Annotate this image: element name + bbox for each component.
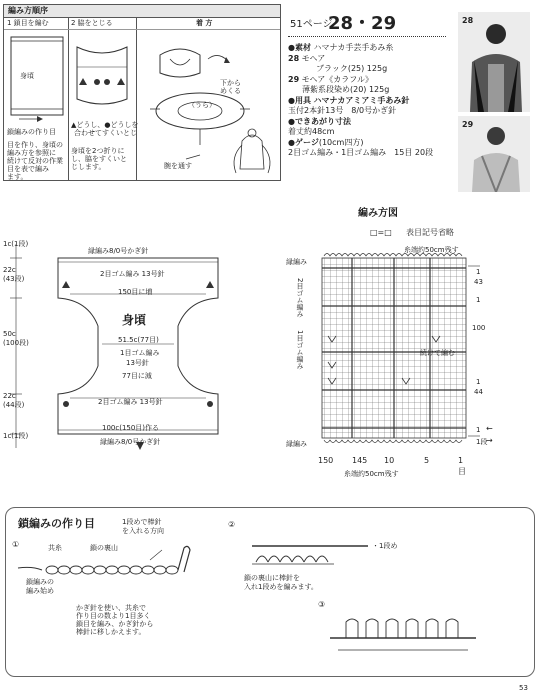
chart-arrow-left: ←: [486, 424, 493, 433]
chart-row-100: 100: [472, 324, 486, 332]
chart-col-145: 145: [352, 456, 368, 465]
step1-diagram: [9, 35, 65, 127]
chain-step1-note2: を入れる方向: [122, 527, 164, 535]
gauge-value: 2目ゴム編み・1目ゴム編み 15目 20段: [288, 148, 434, 157]
chain-step2-row: ・1段め: [372, 542, 398, 550]
materials-block: [288, 43, 433, 158]
dim-100: (100段): [3, 339, 29, 347]
pattern-mid-rib: 1目ゴム編み: [120, 349, 160, 357]
step3-ura: （うら）: [188, 101, 216, 109]
dim-bot-1: 1c(1段): [3, 432, 29, 440]
chart-rib1-label: 1目ゴム編み: [296, 330, 304, 370]
m28-line1: モヘア: [301, 54, 326, 63]
header-rule: [288, 36, 446, 37]
chart-row-44: 44: [474, 388, 483, 396]
chain-desc: かぎ針を使い、共糸で: [76, 604, 146, 612]
chain-desc: 鎖目を編み、かぎ針から: [76, 620, 154, 628]
chain-step1-drawing: [12, 542, 202, 582]
tools-label: ●用具: [288, 96, 311, 105]
chart-row-1c: 1: [476, 378, 481, 386]
step1-note: 編み方を参照に: [7, 149, 56, 157]
chart-col-me: 目: [458, 467, 466, 476]
step3-note1: 下から: [220, 79, 241, 87]
dim-22b: 22c: [3, 392, 16, 400]
page-reference: 51ページ: [290, 19, 333, 30]
chain-caston-box: [5, 507, 535, 677]
chart-col-1: 1: [458, 456, 464, 465]
dim-top-1: 1c(1段): [3, 240, 29, 248]
pattern-cast: 150目に増: [118, 288, 153, 296]
chain-step2-num: ②: [228, 520, 236, 529]
instruction-box: [3, 4, 281, 181]
chart-rib2-label: 2目ゴム編み: [296, 278, 304, 318]
step2-marks2: 合わせてすくいとじ: [74, 129, 137, 137]
pattern-bottom-stitch: 縁編み8/0号かぎ針: [100, 438, 161, 446]
tools-line2: 玉付2本針13号 8/0号かぎ針: [288, 106, 397, 115]
chain-step2-desc1: 鎖の裏山に棒針を: [244, 574, 300, 582]
step3-note2: めくる: [220, 87, 241, 95]
chain-desc: 作り目の数より1目多く: [76, 612, 151, 620]
step1-note: 続けて反対の作業: [7, 157, 63, 165]
m28-number: 28: [288, 54, 300, 63]
step3-arm: 腕を通す: [164, 162, 192, 170]
m28-line2: ブラック(25) 125g: [316, 64, 388, 73]
dim-44: (44段): [3, 401, 25, 409]
pattern-top-stitch: 縁編み8/0号かぎ針: [88, 247, 149, 255]
step1-note: ます。: [7, 173, 28, 181]
step2-note: じします。: [71, 163, 106, 171]
chart-row-1dan: 1段: [476, 438, 488, 446]
chart-col-5: 5: [424, 456, 430, 465]
chart-bottom-edge: 縁編み: [286, 440, 307, 448]
step2-label: 2 脇をとじる: [71, 19, 113, 27]
materials-value: ハマナカ手芸手あみ糸: [313, 43, 394, 52]
tools-value: ハマナカアミアミ手あみ針: [313, 96, 410, 105]
chart-top-note: 糸端約50cm残す: [404, 246, 459, 254]
m29-line2: 薄紫系段染め(20) 125g: [302, 85, 390, 94]
step1-header: [4, 17, 68, 30]
gauge-label: ●ゲージ: [288, 138, 319, 147]
m29-number: 29: [288, 75, 300, 84]
pattern-bottom-rib: 2目ゴム編み 13号針: [98, 398, 163, 406]
chain-step3-num: ③: [318, 600, 326, 609]
photo-28-label: 28: [462, 16, 474, 25]
chart-bottom-note: 糸端約50cm残す: [344, 470, 399, 478]
chart-row-1b: 1: [476, 296, 481, 304]
chain-start2: 編み始め: [26, 587, 54, 595]
chart-row-43: 43: [474, 278, 483, 286]
step1-note: 目を表で編み: [7, 165, 49, 173]
chart-row-1d: 1: [476, 426, 481, 434]
dim-22a: 22c: [3, 266, 16, 274]
step2-diagram: [71, 37, 133, 117]
step2-column: [68, 17, 137, 180]
pattern-bottom-cast: 100c(150目)作る: [102, 424, 160, 432]
chart-col-10: 10: [384, 456, 395, 465]
instruction-title: 編み方順序: [8, 6, 48, 15]
photo-29: [458, 116, 530, 192]
chart-legend-text: 表目記号省略: [406, 228, 454, 237]
chain-step2-desc2: 入れ1段めを編みます。: [244, 583, 318, 591]
step2-header: [68, 17, 136, 30]
chart-col-150: 150: [318, 456, 334, 465]
pattern-body: 身頃: [122, 313, 147, 327]
m29-line1: モヘア《カラフル》: [301, 75, 373, 84]
materials-label: ●素材: [288, 43, 311, 52]
chain-kusari-ura: 鎖の裏山: [90, 544, 118, 552]
chain-step1-note1: 1段めで棒針: [122, 518, 162, 526]
chain-start1: 鎖編みの: [26, 578, 54, 586]
pattern-decrease: 77目に減: [122, 372, 152, 380]
step2-note: し、脇をすくいと: [71, 155, 127, 163]
chain-title: 鎖編みの作り目: [18, 517, 95, 530]
pattern-numbers: 28・29: [328, 13, 397, 34]
dim-50: 50c: [3, 330, 16, 338]
size-value: 着丈約48cm: [288, 127, 335, 136]
chain-step3-drawing: [328, 608, 478, 660]
dim-43: (43段): [3, 275, 25, 283]
step3-label: 着 方: [196, 19, 213, 27]
chart-row-1: 1: [476, 268, 481, 276]
chart-arrow-right: →: [486, 436, 493, 445]
step1-bottom-label: 鎖編みの作り目: [7, 128, 56, 136]
chart-edge-label: 縁編み: [286, 258, 307, 266]
step1-column: [4, 17, 69, 180]
step1-body-label: 身頃: [20, 72, 34, 80]
step2-note: 身頃を2つ折りに: [71, 147, 125, 155]
step1-note: 目を作り、身頃の: [7, 141, 63, 149]
size-label: ●できあがり寸法: [288, 117, 351, 126]
chart-continue-note: 続けて編む: [420, 349, 455, 357]
chart-title: 編み方図: [358, 208, 398, 219]
photo-29-label: 29: [462, 120, 474, 129]
step3-column: [136, 17, 280, 180]
chain-step2-drawing: [242, 528, 372, 576]
step1-label: 1 鎖目を編む: [7, 19, 49, 27]
pattern-width: 51.5c(77目): [118, 336, 159, 344]
pattern-mid-needle: 13号針: [126, 359, 149, 367]
gauge-paren: (10cm四方): [318, 138, 364, 147]
photo-28: [458, 12, 530, 112]
photo-28-figure: [458, 12, 530, 112]
pattern-top-rib: 2目ゴム編み 13号針: [100, 270, 165, 278]
chain-kyoito: 共糸: [48, 544, 62, 552]
chain-desc: 棒針に移しかえます。: [76, 628, 146, 636]
step3-header: [136, 17, 280, 30]
step2-marks: ▲どうし、●どうしを: [71, 121, 139, 129]
chart-legend-symbol: □=□: [370, 228, 392, 237]
chain-step1-num: ①: [12, 540, 20, 549]
page-number: 53: [519, 684, 528, 692]
